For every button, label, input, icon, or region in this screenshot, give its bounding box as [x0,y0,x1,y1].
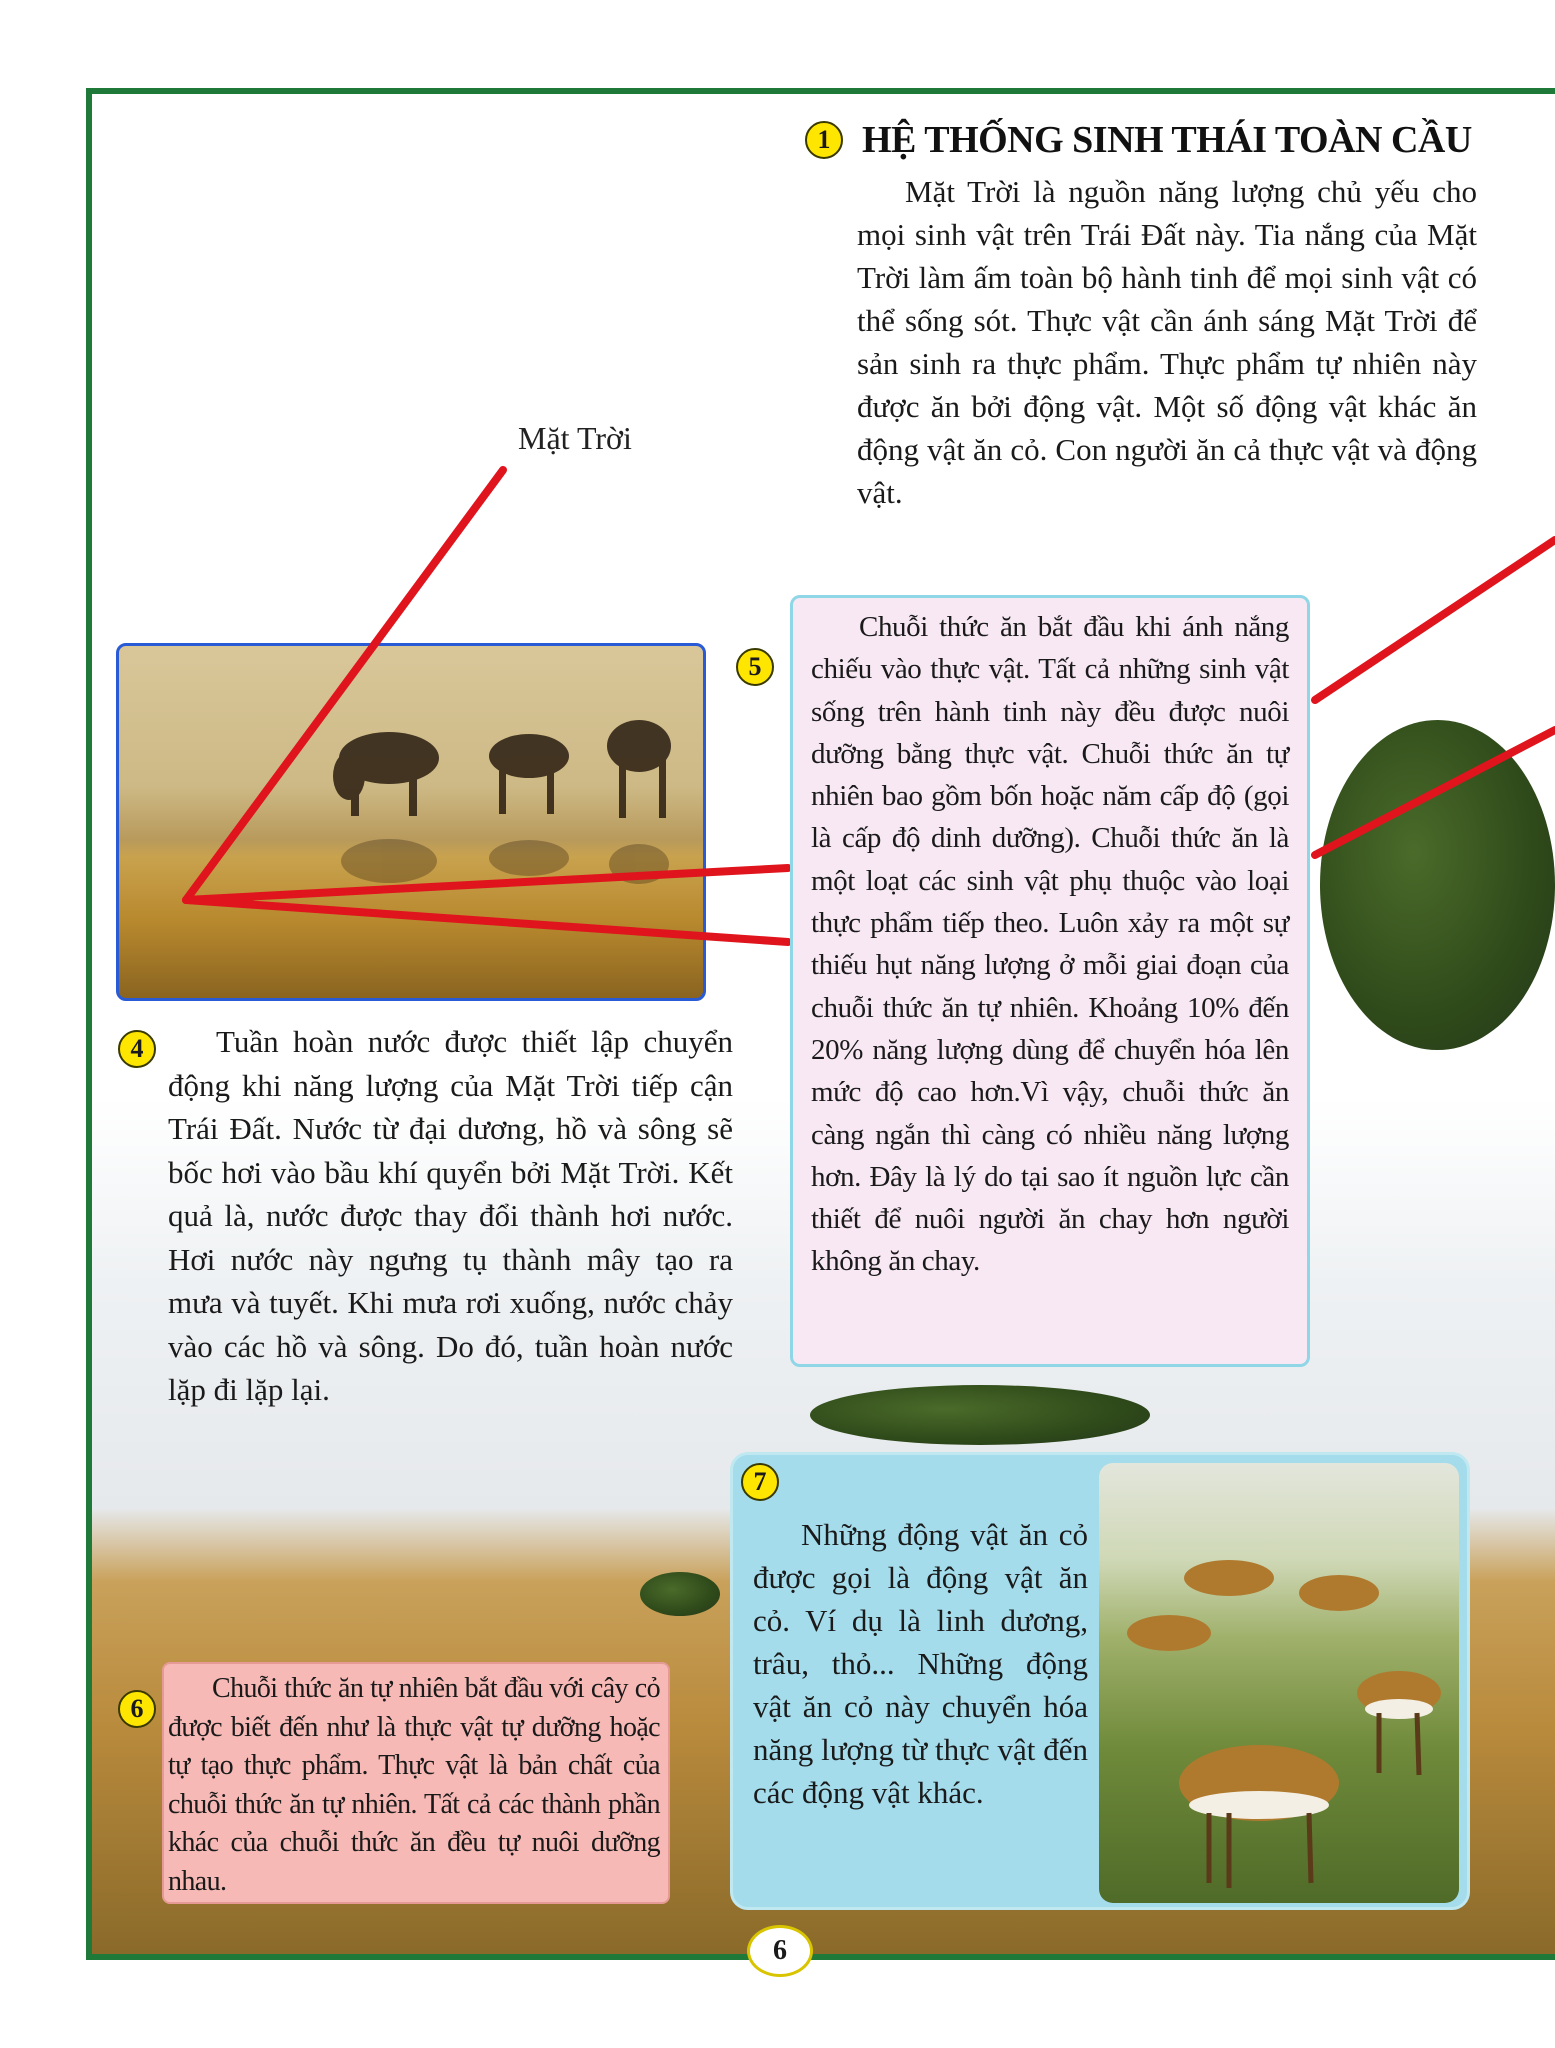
section-6-box [162,1662,670,1904]
section-7-text: Những động vật ăn cỏ được gọi là động vật ăn cỏ. Ví dụ là linh dương, trâu, thỏ... Những động vật ăn cỏ này chuyển hóa năng lượng từ thực vật đến các động vật khác. [753,1517,1088,1810]
section-1-text: Mặt Trời là nguồn năng lượng chủ yếu cho mọi sinh vật trên Trái Đất này. Tia nắng của Mặt Trời làm ấm toàn bộ hành tinh để mọi sinh vật có thể sống sót. Thực vật cần ánh sáng Mặt Trời để sản sinh ra thực phẩm. Thực phẩm tự nhiên này được ăn bởi động vật. Một số động vật khác ăn động vật ăn cỏ. Con người ăn cả thực vật và động vật. [857,174,1477,510]
gazelle-photo [1099,1463,1459,1903]
gazelle-silhouettes [1099,1463,1459,1903]
section-6-badge: 6 [118,1690,156,1728]
section-7-box [730,1452,1470,1910]
page-number: 6 [747,1925,813,1977]
section-6-text: Chuỗi thức ăn tự nhiên bắt đầu với cây cỏ được biết đến như là thực vật tự dưỡng hoặc tự tạo thực phẩm. Thực vật là bản chất của chuỗi thức ăn tự nhiên. Tất cả các thành phần khác của chuỗi thức ăn đều tự nuôi dưỡng nhau. [168,1673,660,1897]
section-5-text: Chuỗi thức ăn bắt đầu khi ánh nắng chiếu vào thực vật. Tất cả những sinh vật sống trên hành tinh này đều được nuôi dưỡng bằng thực vật. Chuỗi thức ăn tự nhiên bao gồm bốn hoặc năm cấp độ (gọi là cấp độ dinh dưỡng). Chuỗi thức ăn là một loạt các sinh vật phụ thuộc vào loại thực phẩm tiếp theo. Luôn xảy ra một sự thiếu hụt năng lượng ở mỗi giai đoạn của chuỗi thức ăn tự nhiên. Khoảng 10% đến 20% năng lượng dùng để chuyển hóa lên mức độ cao hơn.Vì vậy, chuỗi thức ăn càng ngắn thì càng có nhiều năng lượng hơn. Đây là lý do tại sao ít nguồn lực cần thiết để nuôi người ăn chay hơn người không ăn chay. [811,611,1289,1278]
section-4-badge: 4 [118,1030,156,1068]
section-5-box [790,595,1310,1367]
sun-label: Mặt Trời [518,420,632,456]
section-5-badge: 5 [736,648,774,686]
section-7-badge: 7 [741,1463,779,1501]
section-4-text: Tuần hoàn nước được thiết lập chuyển động khi năng lượng của Mặt Trời tiếp cận Trái Đất. Nước từ đại dương, hồ và sông sẽ bốc hơi vào bầu khí quyển bởi Mặt Trời. Kết quả là, nước được thay đổi thành hơi nước. Hơi nước này ngưng tụ thành mây tạo ra mưa và tuyết. Khi mưa rơi xuống, nước chảy vào các hồ và sông. Do đó, tuần hoàn nước lặp đi lặp lại. [168,1024,733,1407]
page-title: HỆ THỐNG SINH THÁI TOÀN CẦU [862,119,1472,161]
section-1-badge: 1 [805,121,843,159]
